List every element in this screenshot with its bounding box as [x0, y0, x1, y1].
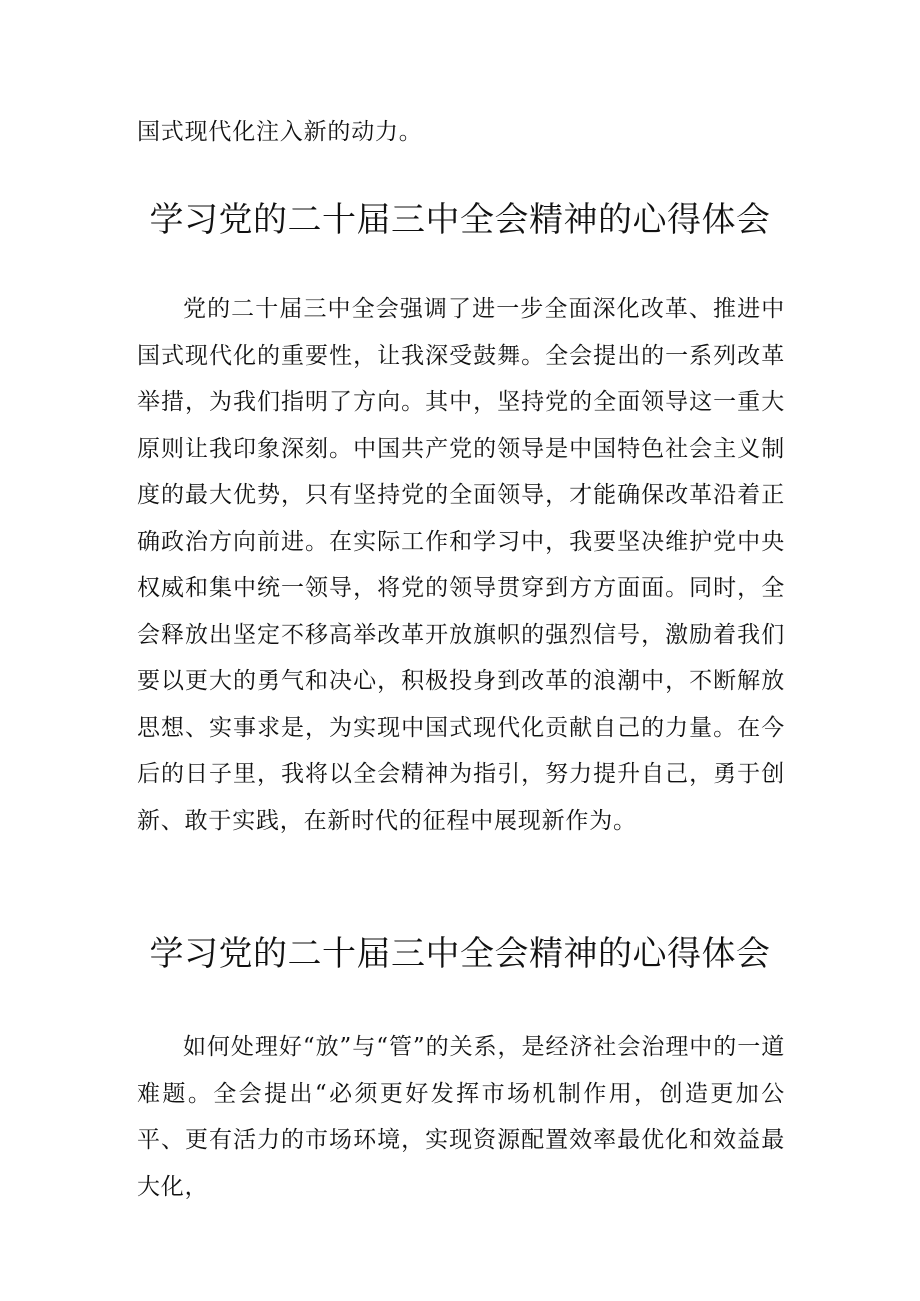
section-heading: 学习党的二十届三中全会精神的心得体会: [149, 200, 771, 240]
section-paragraph: 如何处理好“放”与“管”的关系，是经济社会治理中的一道难题。全会提出“必须更好发挥市场机制作用，创造更加公平、更有活力的市场环境，实现资源配置效率最优化和效益最大化，: [137, 1034, 785, 1200]
section-paragraph: 党的二十届三中全会强调了进一步全面深化改革、推进中国式现代化的重要性，让我深受鼓舞。全会提出的一系列改革举措，为我们指明了方向。其中，坚持党的全面领导这一重大原则让我印象深刻。中国共产党的领导是中国特色社会主义制度的最大优势，只有坚持党的全面领导，才能确保改革沿着正确政治方向前进。在实际工作和学习中，我要坚决维护党中央权威和集中统一领导，将党的领导贯穿到方方面面。同时，全会释放出坚定不移高举改革开放旗帜的强烈信号，激励着我们要以更大的勇气和决心，积极投身到改革的浪潮中，不断解放思想、实事求是，为实现中国式现代化贡献自己的力量。在今后的日子里，我将以全会精神为指引，努力提升自己，勇于创新、敢于实践，在新时代的征程中展现新作为。: [137, 296, 785, 834]
continued-paragraph-text: 国式现代化注入新的动力。: [137, 119, 423, 145]
section-heading: 学习党的二十届三中全会精神的心得体会: [149, 934, 771, 974]
